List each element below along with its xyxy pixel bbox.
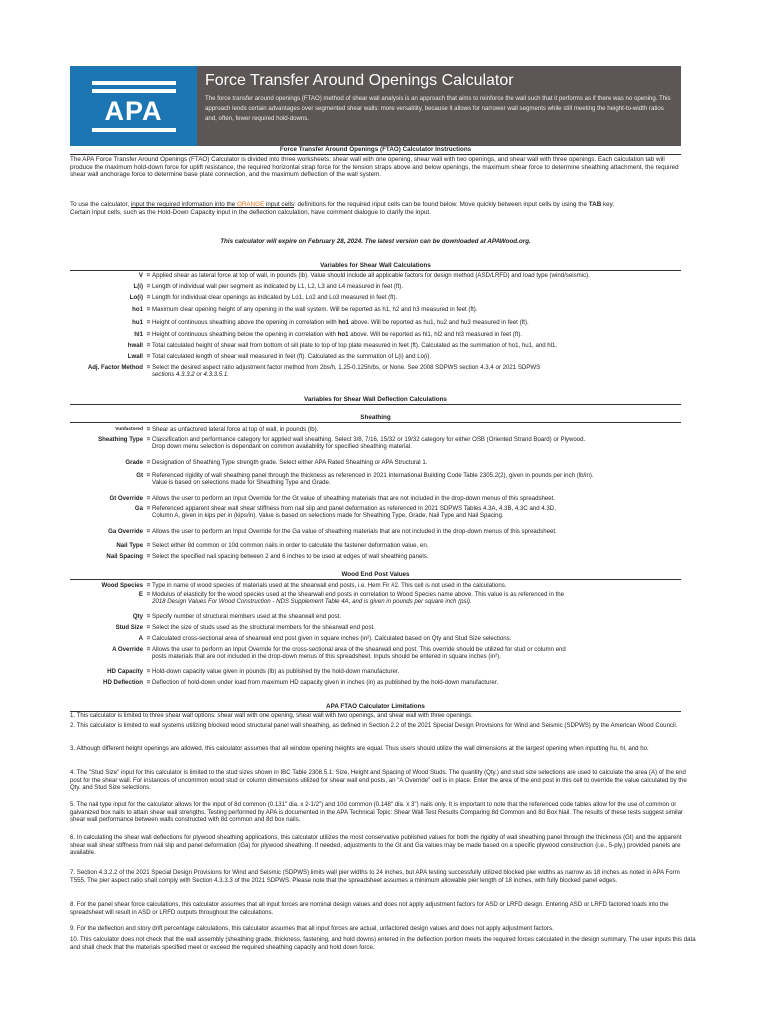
text: Value is based on selections made for Sheathing Type and Grade. xyxy=(152,479,331,487)
def-term: hl1 xyxy=(134,331,143,338)
wood-post-title: Wood End Post Values xyxy=(70,571,681,580)
limitation-item: 3. Although different height openings are allowed, this calculator assumes that all window opening heights are equal. Thus users should utilize the wall dimensions at the largest opening when inputting hu, hl, and ho. xyxy=(70,745,649,752)
def-row: Gt Override = Allows the user to perform an Input Override for the Gt value of sheathing materials that are not included in the drop-down menus of this spreadsheet. xyxy=(70,495,690,502)
def-row: Stud Size = Select the size of studs used as the structural members for the shearwall end post. xyxy=(70,624,690,631)
limitations-title: APA FTAO Calculator Limitations xyxy=(70,703,681,712)
text: Referenced rigidity of wall sheathing panel through the thickness as referenced in 2021 International Building Code Table 2305.2(2), given in pounds per inch (lb/in). xyxy=(152,472,594,479)
def-term: Gt xyxy=(136,472,143,479)
def-desc xyxy=(152,331,690,338)
def-term: Ga Override xyxy=(108,528,143,535)
def-row: Adj. Factor Method = Select the desired aspect ratio adjustment factor method from 2bs/h, 1.25-0.125h/bs, or None. See 2008 SDPWS section 4.3.4 or 2021 SDPWS sections 4.3.3.2 or 4.3.3.5.1. xyxy=(70,364,690,379)
limitation-item: 9. For the deflection and story drift percentage calculations, this calculator assumes that all input forces are actual, unfactored design values and does not apply adjustment factors. xyxy=(70,925,554,932)
text: Modulus of elasticity for the wood species used at the shearwall end posts in correlation to Wood Species name above. This value is as referenced in the xyxy=(152,591,565,598)
expire-notice: This calculator will expire on February 28, 2024. The latest version can be downloaded at APAWood.org. xyxy=(220,238,531,245)
instructions-title: Force Transfer Around Openings (FTAO) Calculator Instructions xyxy=(70,146,681,155)
def-row: Vunfactored = Shear as unfactored lateral force at top of wall, in pounds (lb). xyxy=(70,426,690,433)
limitation-item: 10. This calculator does not check that the wall assembly (sheathing grade, thickness, fastening, and hold downs) entered in the deflection portion meets the required forces calculated in the design summary. The user inputs this data and shall check that the materials specified meet or exceed the required sheathing capacity and hold down force. xyxy=(70,936,696,951)
def-row: Qty = Specify number of structural members used at the shearwall end post. xyxy=(70,613,690,620)
def-term: Sheathing Type xyxy=(98,436,143,443)
def-row: ho1 = Maximum clear opening height of any opening in the wall system. Will be reported as h1, h2 and h3 measured in feet (ft). xyxy=(70,306,690,313)
def-term: Lwall xyxy=(127,353,143,360)
text: posts materials that are not included in the drop-down menus of this spreadsheet. Inputs should be entered in square inches (in²). xyxy=(152,653,501,661)
def-row: Sheathing Type = Classification and performance category for applied wall sheathing. Select 3/8, 7/16, 15/32 or 19/32 category for either OSB (Oriented Strand Board) or Plywood. Drop down menu selection is dependant on common availability for specified sheathing material. xyxy=(70,436,690,451)
text: Allows the user to perform an Input Override for the cross-sectional area of the shearwall end post. This override should be utilized for stud or column end xyxy=(152,646,566,653)
text: above. Will be reported as hl1, hl2 and hl3 measured in feet (ft). xyxy=(348,331,522,338)
def-row: hwall = Total calculated height of shear wall from bottom of sill plate to top of top plate measured in feet (ft). Calculated as the summation of ho1, hu1, and hl1. xyxy=(70,342,690,349)
tab-key-label: TAB xyxy=(588,201,602,208)
def-term: Stud Size xyxy=(115,624,143,631)
deflection-title: Variables for Shear Wall Deflection Calculations xyxy=(70,396,681,405)
def-row: V = Applied shear as lateral force at top of wall, in pounds (lb). Value should include all applicable factors for design method (ASD/LRFD) and load type (wind/seismic). xyxy=(70,272,690,279)
def-row: A = Calculated cross-sectional area of shearwall end post given in square inches (in²). Calculated based on Qty and Stud Size selections. xyxy=(70,635,690,642)
text: : definitions for the required input cells can be found below. Move quickly between input cells by using the xyxy=(294,201,589,208)
def-term: HD Capacity xyxy=(107,668,143,675)
text: ho1 xyxy=(338,319,350,326)
banner-title: Force Transfer Around Openings Calculator xyxy=(205,72,514,89)
limitation-item: 6. In calculating the shear wall deflections for plywood sheathing applications, this calculator utilizes the most conservative published values for both the rigidity of wall sheathing panel through the thickness (Gt) and the apparent shear wall shear stiffness from nail slip and panel deformation (Ga) for plywood sheathing. If needed, adjustments to the Gt and Ga values may be made based on a specific plywood construction (i.e., 5-ply,) provided panels are available. xyxy=(70,834,682,856)
def-desc: Calculated cross-sectional area of shearwall end post given in square inches (in²). Calculated based on Qty and Stud Size selections. xyxy=(152,635,512,642)
def-row: HD Deflection = Deflection of hold-down under load from maximum HD capacity given in inches (in) as published by the hold-down manufacturer. xyxy=(70,679,690,686)
def-row: Ga = Referenced apparent shear wall shear stiffness from nail slip and panel deformation as referenced in 2021 SDPWS Tables 4.3A, 4.3B, 4.3C and 4.3D, Column A, given in kips per in (kips/in). Value is based on selections made for Sheathing Type, Grade, Nail Type and Nail Spacing. xyxy=(70,505,690,520)
limitation-item: 5. The nail type input for the calculator allows for the input of 8d common (0.131" dia. x 2-1/2") and 10d common (0.148" dia. x 3") nails only. It is important to note that the referenced code tables allow for the use of common or galvanized box nails to attain shear wall strengths. Testing performed by APA is documented in the APA Technical Topic: Shear Wall Test Results Comparing 8d Common and 8d Box Nail. The results of these tests suggest similar shear wall performance between walls constructed with 8d common and 8d box nails. xyxy=(70,801,684,823)
text: Height of continuous sheathing above the opening in correlation with xyxy=(152,319,339,326)
shear-vars-title: Variables for Shear Wall Calculations xyxy=(70,262,681,271)
def-term: A xyxy=(138,635,143,642)
def-row: Lo(i) = Length for individual clear openings as indicated by Lo1, Lo2 and Lo3 measured in feet (ft). xyxy=(70,294,690,301)
def-term: Lo(i) xyxy=(129,294,143,301)
def-term: hu1 xyxy=(132,319,143,326)
def-term: HD Deflection xyxy=(103,679,143,686)
def-desc: Total calculated height of shear wall from bottom of sill plate to top of top plate measured in feet (ft). Calculated as the summation of ho1, hu1, and hl1. xyxy=(152,342,558,349)
def-term: Adj. Factor Method xyxy=(87,364,143,371)
def-row: hu1 = Height of continuous sheathing above the opening in correlation with ho1 above. Will be reported as hu1, hu2 and hu3 measured in feet (ft). xyxy=(70,319,690,326)
limitation-item: 1. This calculator is limited to three shear wall options: shear wall with one opening, shear wall with two openings, and shear wall with three openings. xyxy=(70,712,473,719)
def-term: Grade xyxy=(125,459,143,466)
limitation-item: 4. The "Stud Size" input for this calculator is limited to the stud sizes shown in IBC Table 2308.5.1: Size, Height and Spacing of Wood Studs. The quantity (Qty.) and stud size selections are used to calculate the area (A) of the end post for the shear wall. For instances of uncommon wood stud or column dimensions utilized for shear wall end posts, an "A Override" cell is in place. Enter the area of the end post in this cell to override the value calculated by the Qty. and Stud Size selections. xyxy=(70,769,687,791)
def-term: ho1 xyxy=(132,306,143,313)
def-term: Ga xyxy=(134,505,143,512)
def-row: hl1 = Height of continuous sheathing below the opening in correlation with ho1 above. Will be reported as hl1, hl2 and hl3 measured in feet (ft). xyxy=(70,331,690,338)
text: ho1 xyxy=(337,331,349,338)
instructions-input-paragraph xyxy=(70,201,681,216)
def-desc: Select either 8d common or 10d common nails in order to calculate the fastener deformation value, en. xyxy=(152,542,429,549)
orange-label: ORANGE xyxy=(236,201,265,208)
def-term: Wood Species xyxy=(101,582,143,589)
def-desc: Hold-down capacity value given in pounds (lb) as published by the hold-down manufacturer. xyxy=(152,668,400,675)
text: Column A, given in kips per in (kips/in). Value is based on selections made for Sheathing Type, Grade, Nail Type and Nail Spacing. xyxy=(152,512,504,520)
def-desc: Length for individual clear openings as indicated by Lo1, Lo2 and Lo3 measured in feet (ft). xyxy=(152,294,398,301)
def-desc: Length of individual wall pier segment as indicated by L1, L2, L3 and L4 measured in feet (ft). xyxy=(152,283,404,290)
def-desc xyxy=(152,646,690,661)
def-term: E xyxy=(138,591,143,598)
def-desc: Allows the user to perform an Input Override for the Ga value of sheathing materials that are not included in the drop-down menus of this spreadsheet. xyxy=(152,528,557,535)
def-row: A Override = Allows the user to perform an Input Override for the cross-sectional area of the shearwall end post. This override should be utilized for stud or column end posts materials that are not included in the drop-down menus of this spreadsheet. Inputs should be entered in square inches (in²). xyxy=(70,646,690,661)
def-desc: Maximum clear opening height of any opening in the wall system. Will be reported as h1, h2 and h3 measured in feet (ft). xyxy=(152,306,478,313)
text xyxy=(131,201,294,208)
def-term: Vunfactored xyxy=(115,427,143,432)
def-row: Gt = Referenced rigidity of wall sheathing panel through the thickness as referenced in 2021 International Building Code Table 2305.2(2), given in pounds per inch (lb/in). Value is based on selections made for Sheathing Type and Grade. xyxy=(70,472,690,487)
banner-description: The force transfer around openings (FTAO) method of shear wall analysis is an approach that aims to reinforce the wall such that it performs as if there was no opening. This approach lends certain advantages over segmented shear walls: more versatility, because it allows for narrower wall segments while still meeting the height-to-width ratios and, often, fewer required hold-downs. xyxy=(205,95,671,122)
apa-logo xyxy=(70,66,197,146)
text: To use the calculator, xyxy=(70,201,131,208)
text: sections 4.3.3.2 or 4.3.3.5.1. xyxy=(152,371,229,379)
text: 2018 Design Values For Wood Construction - NDS Supplement Table 4A, and is given in pounds per square inch (psi). xyxy=(152,598,472,606)
text: Drop down menu selection is dependant on common availability for specified sheathing material. xyxy=(152,443,412,451)
def-desc: Designation of Sheathing Type strength grade. Select either APA Rated Sheathing or APA Structural 1. xyxy=(152,459,428,466)
def-desc: Deflection of hold-down under load from maximum HD capacity given in inches (in) as published by the hold-down manufacturer. xyxy=(152,679,499,686)
def-desc xyxy=(152,364,690,379)
text: Height of continuous sheathing below the opening in correlation with xyxy=(152,331,338,338)
def-row: Lwall = Total calculated length of shear wall measured in feet (ft). Calculated as the summation of L(i) and Lo(i). xyxy=(70,353,690,360)
def-desc: Shear as unfactored lateral force at top of wall, in pounds (lb). xyxy=(152,426,319,433)
def-row: Nail Type = Select either 8d common or 10d common nails in order to calculate the fastener deformation value, en. xyxy=(70,542,690,549)
banner-info xyxy=(197,66,681,146)
logo-stripe xyxy=(92,81,176,85)
def-desc: Type in name of wood species of materials used at the shearwall end posts, i.e. Hem Fir #2. This cell is not used in the calculations. xyxy=(152,582,507,589)
def-desc: Select the specified nail spacing between 2 and 6 inches to be used at edges of wall sheathing panels. xyxy=(152,553,429,560)
limitation-item: 8. For the panel shear force calculations, this calculator assumes that all input forces are nominal design values and does not apply adjustment factors for ASD or LRFD design. Entering ASD or LRFD factored loads into the spreadsheet will result in ASD or LRFD outputs throughout the calculations. xyxy=(70,901,669,916)
logo-stripe xyxy=(92,128,176,132)
def-desc xyxy=(152,472,690,487)
limitation-item: 2. This calculator is limited to wall systems utilizing blocked wood structural panel wall sheathing, as defined in Section 2.2 of the 2021 Special Design Provisions for Wind and Seismic (SDPWS) by the American Wood Council. xyxy=(70,722,678,729)
text: Referenced apparent shear wall shear stiffness from nail slip and panel deformation as referenced in 2021 SDPWS Tables 4.3A, 4.3B, 4.3C and 4.3D, xyxy=(152,505,556,512)
def-term: Qty xyxy=(132,613,143,620)
def-desc xyxy=(152,319,690,326)
def-term: hwall xyxy=(127,342,143,349)
def-term: V xyxy=(138,272,143,279)
text: Select the desired aspect ratio adjustment factor method from 2bs/h, 1.25-0.125h/bs, or None. See 2008 SDPWS section 4.3.4 or 2021 SDPWS xyxy=(152,364,541,371)
def-desc: Select the size of studs used as the structural members for the shearwall end post. xyxy=(152,624,375,631)
def-desc: Allows the user to perform an Input Override for the Gt value of sheathing materials that are not included in the drop-down menus of this spreadsheet. xyxy=(152,495,556,502)
def-term: Nail Spacing xyxy=(106,553,143,560)
text: input cells xyxy=(264,201,295,208)
def-term: Nail Type xyxy=(116,542,143,549)
logo-text: APA xyxy=(104,95,163,126)
text: key. xyxy=(601,201,615,208)
def-row: HD Capacity = Hold-down capacity value given in pounds (lb) as published by the hold-down manufacturer. xyxy=(70,668,690,675)
def-row: Grade = Designation of Sheathing Type strength grade. Select either APA Rated Sheathing or APA Structural 1. xyxy=(70,459,690,466)
instructions-paragraph: The APA Force Transfer Around Openings (FTAO) Calculator is divided into three worksheets: shear wall with one opening, shear wall with two openings, and shear wall with three openings. Each calculation tab will produce the maximum hold-down force for uplift resistance, the required horizontal strap force for the tension straps above and below openings, the maximum shear force to determine sheathing attachment, the required shear wall anchorage force to determine base plate connection, and the maximum deflection of the wall system. xyxy=(70,156,679,179)
def-row: Nail Spacing = Select the specified nail spacing between 2 and 6 inches to be used at edges of wall sheathing panels. xyxy=(70,553,690,560)
text: above. Will be reported as hu1, hu2 and hu3 measured in feet (ft). xyxy=(349,319,529,326)
def-row: L(i) = Length of individual wall pier segment as indicated by L1, L2, L3 and L4 measured in feet (ft). xyxy=(70,283,690,290)
def-row: Wood Species = Type in name of wood species of materials used at the shearwall end posts, i.e. Hem Fir #2. This cell is not used in the calculations. xyxy=(70,582,690,589)
text: input the required information into the xyxy=(130,201,237,208)
def-desc: Total calculated length of shear wall measured in feet (ft). Calculated as the summation of L(i) and Lo(i). xyxy=(152,353,432,360)
def-desc xyxy=(152,591,690,606)
text: Certain input cells, such as the Hold-Down Capacity input in the deflection calculation, have comment dialogue to clarify the input. xyxy=(70,208,431,216)
logo-stripe xyxy=(92,89,176,93)
def-desc: Applied shear as lateral force at top of wall, in pounds (lb). Value should include all applicable factors for design method (ASD/LRFD) and load type (wind/seismic). xyxy=(152,272,590,279)
text: Classification and performance category for applied wall sheathing. Select 3/8, 7/16, 15/32 or 19/32 category for either OSB (Oriented Strand Board) or Plywood. xyxy=(152,436,586,443)
def-desc xyxy=(152,436,690,451)
limitation-item: 7. Section 4.3.2.2 of the 2021 Special Design Provisions for Wind and Seismic (SDPWS) limits wall pier widths to 24 inches, but APA testing successfully utilized blocked pier widths as narrow as 18 inches as noted in APA Form T555. The pier aspect ratio shall comply with Section 4.3.3.3 of the 2021 SDPWS. Please note that the spreadsheet assumes a minimum allowable pier length of 18 inches, with fully blocked panel edges. xyxy=(70,869,680,884)
sheathing-title: Sheathing xyxy=(70,414,681,423)
def-term: Gt Override xyxy=(109,495,143,502)
def-term: A Override xyxy=(112,646,143,653)
header-banner xyxy=(70,66,681,146)
def-desc: Specify number of structural members used at the shearwall end post. xyxy=(152,613,341,620)
def-term: L(i) xyxy=(133,283,143,290)
def-desc xyxy=(152,505,690,520)
def-row: Ga Override = Allows the user to perform an Input Override for the Ga value of sheathing materials that are not included in the drop-down menus of this spreadsheet. xyxy=(70,528,690,535)
def-row: E = Modulus of elasticity for the wood species used at the shearwall end posts in correlation to Wood Species name above. This value is as referenced in the 2018 Design Values For Wood Construction - NDS Supplement Table 4A, and is given in pounds per square inch (psi). xyxy=(70,591,690,606)
